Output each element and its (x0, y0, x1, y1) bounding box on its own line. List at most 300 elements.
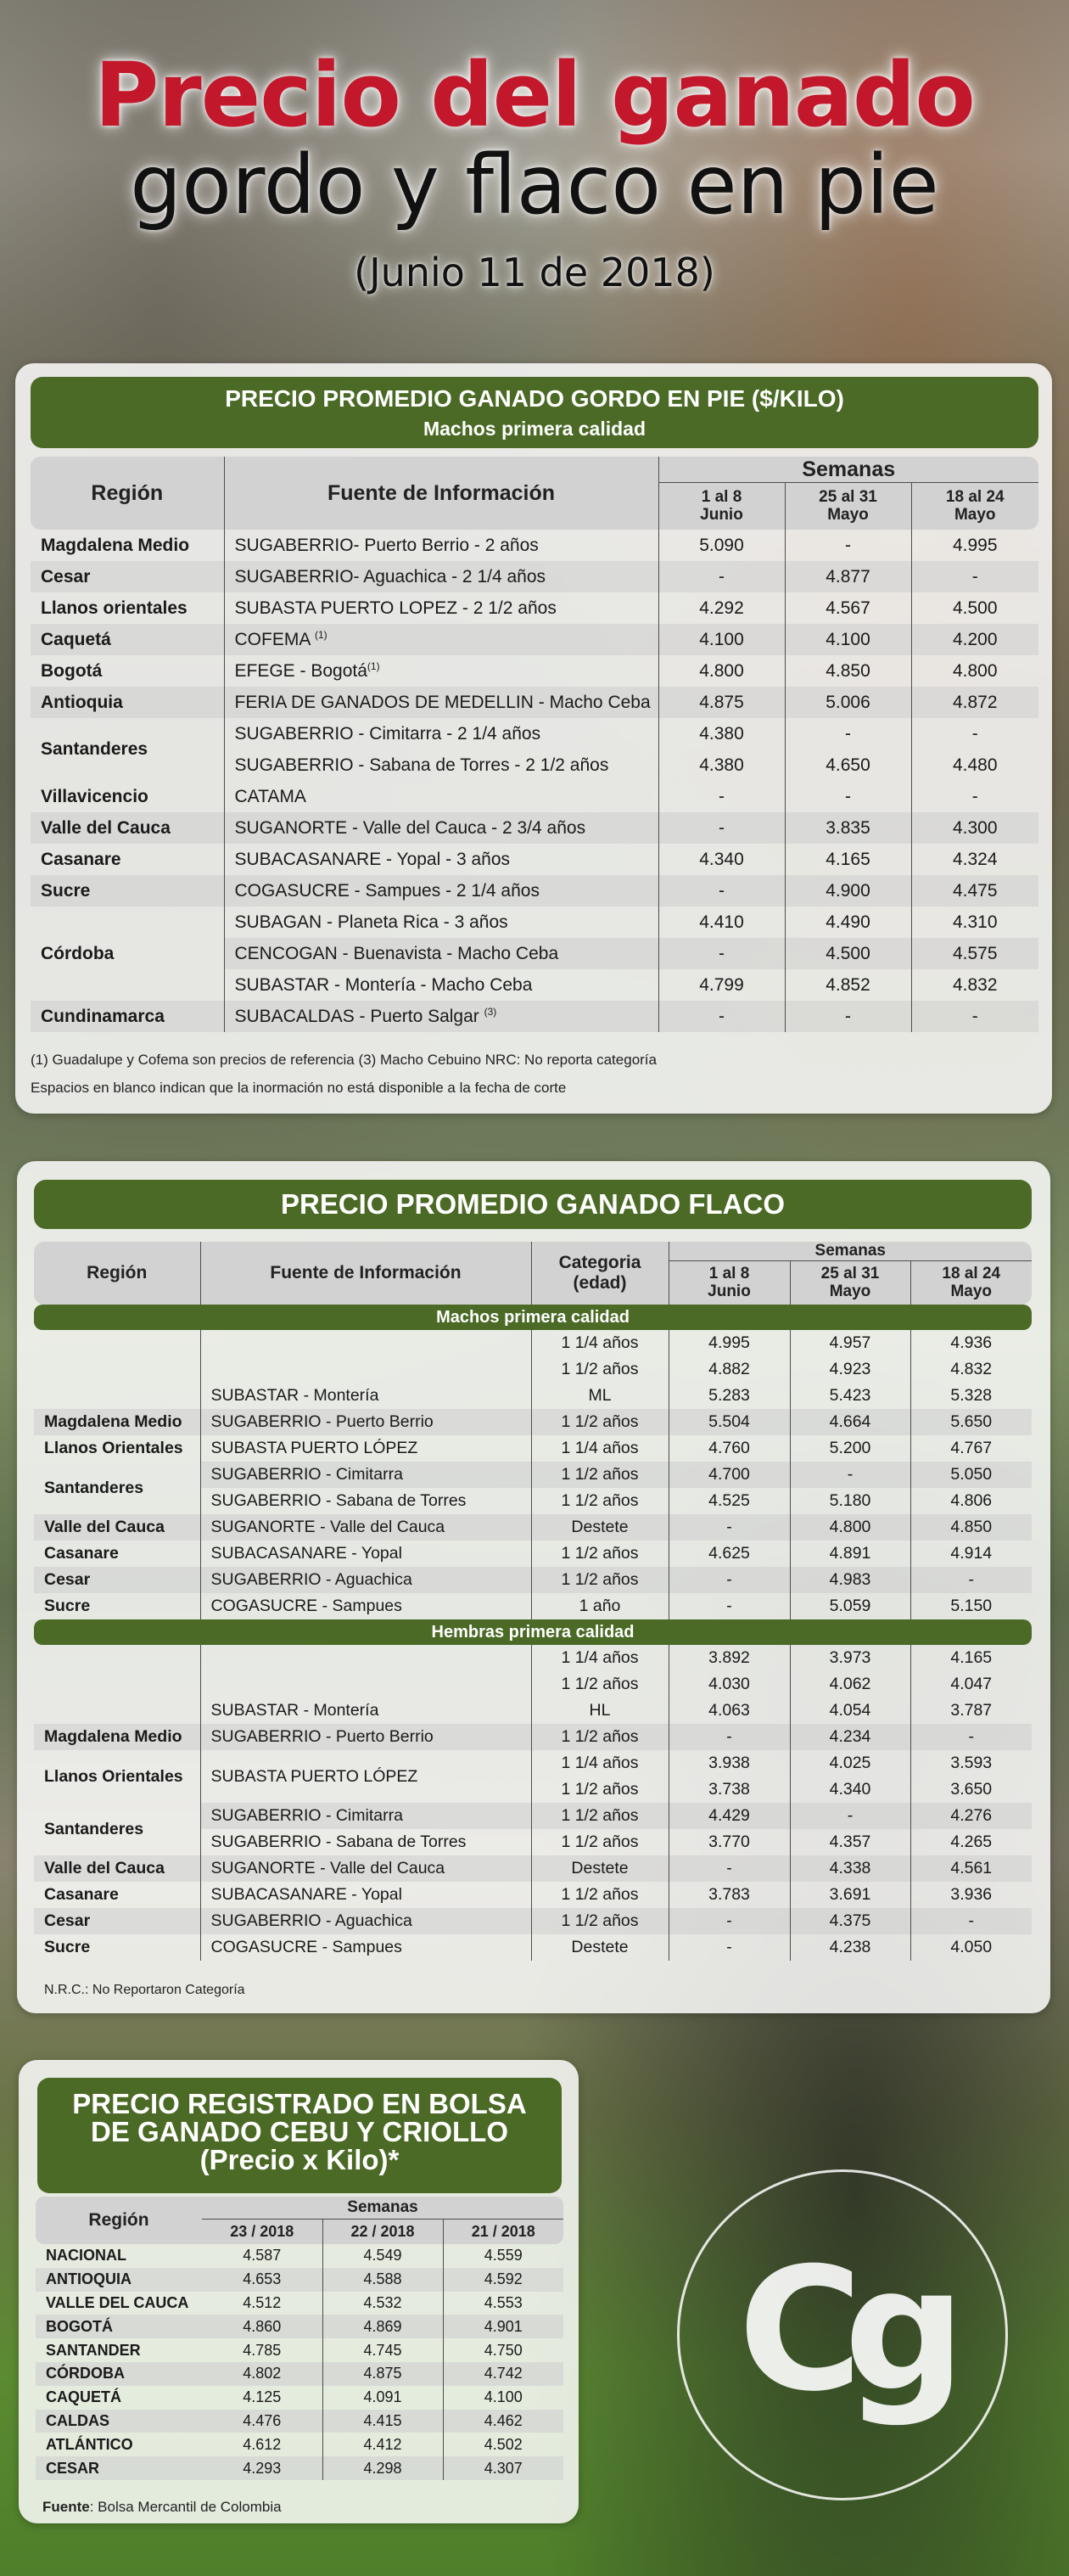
value-cell: 4.923 (790, 1356, 910, 1383)
source-text: SUBACASANARE - Yopal - 3 años (234, 849, 510, 869)
value-cell: 4.549 (322, 2244, 443, 2268)
region-cell: Llanos Orientales (44, 1766, 183, 1786)
section-label: Hembras primera calidad (34, 1619, 1032, 1645)
source-text: FERIA DE GANADOS DE MEDELLIN - Macho Ceba (234, 692, 651, 712)
value-cell: 4.265 (910, 1829, 1032, 1855)
region-cell: Cundinamarca (31, 1001, 224, 1032)
value-cell: - (911, 561, 1038, 592)
region-cell: Sucre (31, 875, 224, 906)
source-cell (224, 906, 658, 938)
value-cell: - (669, 1593, 790, 1619)
table-row (36, 2410, 563, 2433)
table-row (31, 592, 1038, 624)
source-text: SUBASTAR - Montería - Macho Ceba (234, 974, 533, 995)
source-cell (224, 969, 658, 1001)
source-cell (200, 1645, 531, 1698)
table-row (36, 2268, 563, 2292)
table-row (31, 844, 1038, 875)
value-cell: 3.938 (669, 1750, 790, 1776)
flaco-banner (34, 1180, 1032, 1229)
value-cell: 4.799 (658, 969, 785, 1001)
source-text: COGASUCRE - Sampues - 2 1/4 años (234, 880, 540, 901)
region-cell: ANTIOQUIA (36, 2268, 202, 2292)
col-week: 1 al 8 Junio (669, 1261, 790, 1305)
source-cell (224, 592, 658, 624)
table-row (34, 1645, 1032, 1671)
gordo-table-body (31, 530, 1038, 1032)
value-cell: 4.806 (910, 1488, 1032, 1514)
table-row (34, 1514, 1032, 1541)
region-cell: Casanare (41, 849, 121, 869)
value-cell: 4.380 (658, 718, 785, 749)
value-cell: 4.653 (202, 2268, 322, 2292)
col-semanas: Semanas (202, 2197, 563, 2220)
category-cell: 1 1/2 años (531, 1541, 669, 1567)
region-cell: Sucre (44, 1938, 91, 1956)
region-cell: Magdalena Medio (34, 1724, 200, 1750)
value-cell: 4.490 (785, 906, 911, 938)
value-cell: 4.340 (790, 1776, 910, 1803)
bolsa-table-header (36, 2197, 563, 2244)
value-cell: 4.047 (910, 1671, 1032, 1698)
value-cell: 4.891 (790, 1541, 910, 1567)
value-cell: 4.200 (911, 624, 1038, 655)
value-cell: 4.877 (785, 561, 911, 592)
value-cell: 4.700 (669, 1462, 790, 1488)
region-cell: SANTANDER (46, 2341, 141, 2359)
value-cell: 4.785 (243, 2341, 282, 2359)
source-cell: SUGABERRIO - Puerto Berrio (200, 1724, 531, 1750)
region-cell: Santanderes (44, 1819, 144, 1838)
flaco-note: N.R.C.: No Reportaron Categoría (44, 1983, 245, 1997)
gordo-note-1: (1) Guadalupe y Cofema son precios de referencia (3) Macho Cebuino NRC: No reporta categoría (31, 1052, 657, 1068)
region-cell: Casanare (44, 1885, 119, 1904)
value-cell: 4.800 (658, 655, 785, 687)
region-cell: Magdalena Medio (34, 1409, 200, 1435)
table-row (34, 1435, 1032, 1462)
table-row (31, 781, 1038, 812)
value-cell: 4.553 (443, 2292, 563, 2315)
col-region: Región (36, 2197, 202, 2244)
table-row (34, 1330, 1032, 1356)
source-cell: SUGANORTE - Valle del Cauca (200, 1514, 531, 1541)
source-cell (224, 624, 658, 655)
value-cell: 4.410 (658, 906, 785, 938)
table-row (36, 2338, 563, 2362)
value-cell: - (658, 781, 785, 812)
source-cell: SUGABERRIO - Aguachica (200, 1567, 531, 1593)
region-cell: Sucre (44, 1597, 91, 1615)
source-cell: SUGABERRIO - Aguachica (200, 1908, 531, 1934)
bolsa-table (36, 2197, 563, 2480)
table-row (34, 1409, 1032, 1435)
source-text: CATAMA (234, 786, 306, 806)
table-row (36, 2292, 563, 2315)
source-cell: COGASUCRE - Sampues (200, 1934, 531, 1961)
table-row (36, 2456, 563, 2480)
value-cell: 4.957 (790, 1330, 910, 1356)
value-cell: - (658, 1001, 785, 1032)
value-cell: 5.059 (790, 1593, 910, 1619)
source-cell (224, 718, 658, 749)
value-cell: 4.307 (443, 2456, 563, 2480)
value-cell: 4.860 (202, 2315, 322, 2338)
value-cell: 4.850 (910, 1514, 1032, 1541)
footnote-mark: (1) (315, 629, 327, 641)
source-cell: SUGABERRIO - Sabana de Torres (200, 1488, 531, 1514)
value-cell: 4.475 (911, 875, 1038, 906)
value-cell: 4.650 (785, 749, 911, 781)
machos-section (34, 1305, 1032, 1330)
col-region: Región (34, 1242, 200, 1305)
value-cell: 4.300 (911, 812, 1038, 844)
table-row (34, 1908, 1032, 1934)
value-cell: 4.357 (790, 1829, 910, 1855)
category-cell: 1 1/2 años (531, 1488, 669, 1514)
table-row (34, 1934, 1032, 1961)
source-text: SUBASTA PUERTO LOPEZ - 2 1/2 años (234, 598, 557, 618)
category-cell: 1 1/2 años (531, 1829, 669, 1855)
col-region: Región (31, 457, 224, 530)
col-semanas: Semanas (669, 1242, 1032, 1261)
col-categoria: Categoria (edad) (531, 1242, 669, 1305)
category-cell: 1 1/2 años (531, 1908, 669, 1934)
table-row (36, 2315, 563, 2338)
source-text: SUGABERRIO - Cimitarra - 2 1/4 años (234, 723, 541, 744)
region-cell: CESAR (36, 2456, 202, 2480)
value-cell: 4.983 (790, 1567, 910, 1593)
value-cell: 3.892 (669, 1645, 790, 1671)
value-cell: - (669, 1567, 790, 1593)
value-cell: 3.973 (790, 1645, 910, 1671)
value-cell: 4.587 (243, 2247, 282, 2265)
category-cell: 1 1/2 años (531, 1882, 669, 1908)
table-row (34, 1462, 1032, 1488)
value-cell: 4.091 (322, 2386, 443, 2410)
value-cell: - (785, 718, 911, 749)
value-cell: 4.025 (790, 1750, 910, 1776)
col-week: 25 al 31 Mayo (785, 483, 911, 530)
value-cell: 4.412 (322, 2433, 443, 2456)
col-week: 18 al 24 Mayo (911, 483, 1038, 530)
value-cell: 4.872 (911, 687, 1038, 718)
value-cell: 4.532 (322, 2292, 443, 2315)
source-text: SUGABERRIO - Sabana de Torres - 2 1/2 años (234, 755, 609, 775)
value-cell: 4.429 (669, 1803, 790, 1829)
col-semanas: Semanas (658, 457, 1038, 483)
value-cell: 4.900 (785, 875, 911, 906)
value-cell: 4.936 (910, 1330, 1032, 1356)
value-cell: 4.592 (443, 2268, 563, 2292)
table-row (31, 530, 1038, 561)
value-cell: 4.276 (910, 1803, 1032, 1829)
value-cell: 4.869 (322, 2315, 443, 2338)
region-cell: Caquetá (31, 624, 224, 655)
value-cell: 4.234 (790, 1724, 910, 1750)
value-cell: 4.338 (790, 1855, 910, 1882)
region-cell: BOGOTÁ (36, 2315, 202, 2338)
bolsa-source-label: Fuente (42, 2499, 90, 2515)
source-text: CENCOGAN - Buenavista - Macho Ceba (234, 943, 559, 963)
value-cell: 4.500 (911, 592, 1038, 624)
category-cell: 1 1/4 años (531, 1435, 669, 1462)
value-cell: - (910, 1567, 1032, 1593)
source-cell: SUGABERRIO - Cimitarra (200, 1462, 531, 1488)
value-cell: 5.050 (910, 1462, 1032, 1488)
table-row (36, 2244, 563, 2268)
value-cell: 4.914 (910, 1541, 1032, 1567)
value-cell: 4.462 (443, 2410, 563, 2433)
value-cell: 5.504 (669, 1409, 790, 1435)
hembras-section (34, 1619, 1032, 1645)
category-cell: 1 1/4 años (531, 1750, 669, 1776)
value-cell: - (669, 1908, 790, 1934)
value-cell: 4.800 (790, 1514, 910, 1541)
table-row (34, 1855, 1032, 1882)
value-cell: - (669, 1934, 790, 1961)
value-cell: 4.575 (911, 938, 1038, 969)
category-cell: HL (531, 1698, 669, 1724)
value-cell: 4.625 (669, 1541, 790, 1567)
category-cell: 1 1/2 años (531, 1724, 669, 1750)
value-cell: 4.802 (202, 2362, 322, 2386)
source-cell: SUGABERRIO - Puerto Berrio (200, 1409, 531, 1435)
gordo-note-2: Espacios en blanco indican que la inormación no está disponible a la fecha de corte (31, 1080, 567, 1096)
col-fuente: Fuente de Información (224, 457, 658, 530)
source-text: SUGABERRIO- Puerto Berrio - 2 años (234, 535, 539, 555)
col-week: 23 / 2018 (202, 2220, 322, 2245)
gordo-table-header (31, 457, 1038, 530)
category-cell: 1 1/2 años (531, 1803, 669, 1829)
value-cell: 4.567 (785, 592, 911, 624)
cg-logo-text: Cg (738, 2231, 947, 2429)
source-cell: SUBACASANARE - Yopal (200, 1541, 531, 1567)
region-cell: Llanos orientales (41, 598, 187, 618)
value-cell: 4.588 (322, 2268, 443, 2292)
value-cell: 4.767 (910, 1435, 1032, 1462)
table-row (31, 561, 1038, 592)
source-cell (224, 812, 658, 844)
value-cell: 4.850 (785, 655, 911, 687)
value-cell: 4.340 (658, 844, 785, 875)
category-cell: 1 1/2 años (531, 1409, 669, 1435)
source-text: SUGANORTE - Valle del Cauca - 2 3/4 años (234, 817, 586, 838)
source-cell (224, 844, 658, 875)
value-cell: 3.770 (669, 1829, 790, 1855)
table-row (31, 718, 1038, 749)
table-row (31, 875, 1038, 906)
value-cell: - (669, 1855, 790, 1882)
table-row (34, 1750, 1032, 1776)
region-cell: Antioquia (31, 687, 224, 718)
value-cell: - (658, 875, 785, 906)
value-cell: - (785, 781, 911, 812)
table-row (31, 1001, 1038, 1032)
source-text: COFEMA (234, 630, 316, 649)
value-cell: - (790, 1803, 910, 1829)
value-cell: - (785, 530, 911, 561)
source-text: SUGABERRIO- Aguachica - 2 1/4 años (234, 566, 546, 586)
page-subtitle: gordo y flaco en pie (130, 137, 939, 233)
value-cell: 4.561 (910, 1855, 1032, 1882)
source-cell (224, 938, 658, 969)
value-cell: 4.882 (669, 1356, 790, 1383)
value-cell: 4.375 (790, 1908, 910, 1934)
value-cell: 4.415 (322, 2410, 443, 2433)
value-cell: 4.238 (790, 1934, 910, 1961)
bolsa-table-body (36, 2244, 563, 2480)
source-cell (224, 561, 658, 592)
value-cell: 5.423 (790, 1383, 910, 1409)
value-cell: 4.664 (790, 1409, 910, 1435)
source-cell: SUGANORTE - Valle del Cauca (200, 1855, 531, 1882)
source-text: SUBAGAN - Planeta Rica - 3 años (234, 912, 508, 932)
category-cell: Destete (531, 1855, 669, 1882)
flaco-table-body (34, 1305, 1032, 1961)
value-cell: 5.650 (910, 1409, 1032, 1435)
value-cell: 4.380 (658, 749, 785, 781)
col-fuente: Fuente de Información (200, 1242, 531, 1305)
region-cell: Córdoba (41, 943, 115, 963)
value-cell: 4.480 (911, 749, 1038, 781)
value-cell: - (911, 1001, 1038, 1032)
region-cell: ATLÁNTICO (46, 2435, 133, 2453)
region-cell: Valle del Cauca (34, 1855, 200, 1882)
value-cell: 4.063 (669, 1698, 790, 1724)
table-row (31, 687, 1038, 718)
source-cell (224, 1001, 658, 1032)
flaco-table-header (34, 1242, 1032, 1305)
source-cell (224, 687, 658, 718)
value-cell: 3.835 (785, 812, 911, 844)
region-cell: Cesar (34, 1567, 200, 1593)
value-cell: 4.612 (243, 2435, 282, 2453)
value-cell: 4.100 (658, 624, 785, 655)
region-cell: Bogotá (41, 660, 103, 681)
value-cell: 4.742 (443, 2362, 563, 2386)
source-cell (200, 1330, 531, 1383)
region-cell: Valle del Cauca (31, 812, 224, 844)
source-cell: SUBASTAR - Montería (200, 1698, 531, 1724)
value-cell: - (911, 718, 1038, 749)
gordo-title: PRECIO PROMEDIO GANADO GORDO EN PIE ($/KILO) (225, 385, 844, 412)
value-cell: 5.150 (910, 1593, 1032, 1619)
category-cell: 1 1/2 años (531, 1776, 669, 1803)
value-cell: 5.180 (790, 1488, 910, 1514)
value-cell: 4.324 (911, 844, 1038, 875)
value-cell: 4.165 (785, 844, 911, 875)
value-cell: - (790, 1462, 910, 1488)
table-row (36, 2362, 563, 2386)
category-cell: Destete (531, 1514, 669, 1541)
source-cell (224, 530, 658, 561)
value-cell: 4.298 (322, 2456, 443, 2480)
value-cell: 5.328 (910, 1383, 1032, 1409)
category-cell: 1 1/4 años (531, 1645, 669, 1671)
source-cell (224, 875, 658, 906)
value-cell: 4.310 (911, 906, 1038, 938)
value-cell: 3.691 (790, 1882, 910, 1908)
source-cell: SUGABERRIO - Sabana de Torres (200, 1829, 531, 1855)
category-cell: 1 1/4 años (531, 1330, 669, 1356)
col-week: 18 al 24 Mayo (910, 1261, 1032, 1305)
region-cell: Santanderes (44, 1478, 144, 1497)
source-text: EFEGE - Bogotá (234, 661, 367, 681)
value-cell: 3.650 (910, 1776, 1032, 1803)
table-row (34, 1882, 1032, 1908)
region-cell: Villavicencio (41, 786, 148, 806)
value-cell: 4.502 (443, 2433, 563, 2456)
table-row (34, 1541, 1032, 1567)
value-cell: 4.875 (322, 2362, 443, 2386)
flaco-title: PRECIO PROMEDIO GANADO FLACO (280, 1188, 786, 1220)
region-cell: Santanderes (41, 739, 148, 759)
page-header (0, 43, 1069, 295)
col-week: 25 al 31 Mayo (790, 1261, 910, 1305)
category-cell: 1 1/2 años (531, 1671, 669, 1698)
region-cell: CÓRDOBA (36, 2362, 202, 2386)
value-cell: 4.832 (911, 969, 1038, 1001)
value-cell: 4.832 (910, 1356, 1032, 1383)
region-cell: Cesar (31, 561, 224, 592)
value-cell: 3.787 (910, 1698, 1032, 1724)
source-text: SUBACALDAS - Puerto Salgar (234, 1007, 484, 1026)
value-cell: 4.125 (243, 2388, 282, 2406)
region-cell: Llanos Orientales (44, 1439, 183, 1457)
value-cell: 4.050 (910, 1934, 1032, 1961)
bolsa-banner (37, 2078, 562, 2193)
table-row (36, 2433, 563, 2456)
value-cell: - (910, 1908, 1032, 1934)
category-cell: 1 1/2 años (531, 1567, 669, 1593)
value-cell: 4.500 (785, 938, 911, 969)
value-cell: - (669, 1724, 790, 1750)
table-row (34, 1567, 1032, 1593)
value-cell: 4.875 (658, 687, 785, 718)
section-label: Machos primera calidad (34, 1305, 1032, 1330)
value-cell: - (658, 938, 785, 969)
value-cell: 4.995 (669, 1330, 790, 1356)
table-row (31, 812, 1038, 844)
value-cell: - (658, 812, 785, 844)
value-cell: - (910, 1724, 1032, 1750)
gordo-banner (31, 377, 1038, 448)
table-row (34, 1803, 1032, 1829)
cg-logo (677, 2169, 1008, 2500)
value-cell: 4.292 (658, 592, 785, 624)
value-cell: 3.593 (910, 1750, 1032, 1776)
value-cell: 4.852 (785, 969, 911, 1001)
value-cell: 5.006 (785, 687, 911, 718)
region-cell: CAQUETÁ (46, 2388, 121, 2406)
table-row (31, 624, 1038, 655)
category-cell: 1 1/2 años (531, 1462, 669, 1488)
region-cell: Cesar (34, 1908, 200, 1934)
value-cell: 4.995 (911, 530, 1038, 561)
value-cell: 4.800 (911, 655, 1038, 687)
bolsa-title-3: (Precio x Kilo)* (199, 2144, 400, 2175)
value-cell: 4.745 (322, 2338, 443, 2362)
bolsa-title-2: DE GANADO CEBU Y CRIOLLO (91, 2116, 508, 2147)
value-cell: 5.090 (658, 530, 785, 561)
region-cell: Magdalena Medio (41, 535, 190, 555)
source-cell: SUGABERRIO - Cimitarra (200, 1803, 531, 1829)
source-cell: SUBACASANARE - Yopal (200, 1882, 531, 1908)
source-cell (224, 781, 658, 812)
region-cell: Casanare (44, 1544, 119, 1563)
value-cell: 4.100 (443, 2386, 563, 2410)
flaco-table (34, 1242, 1032, 1961)
